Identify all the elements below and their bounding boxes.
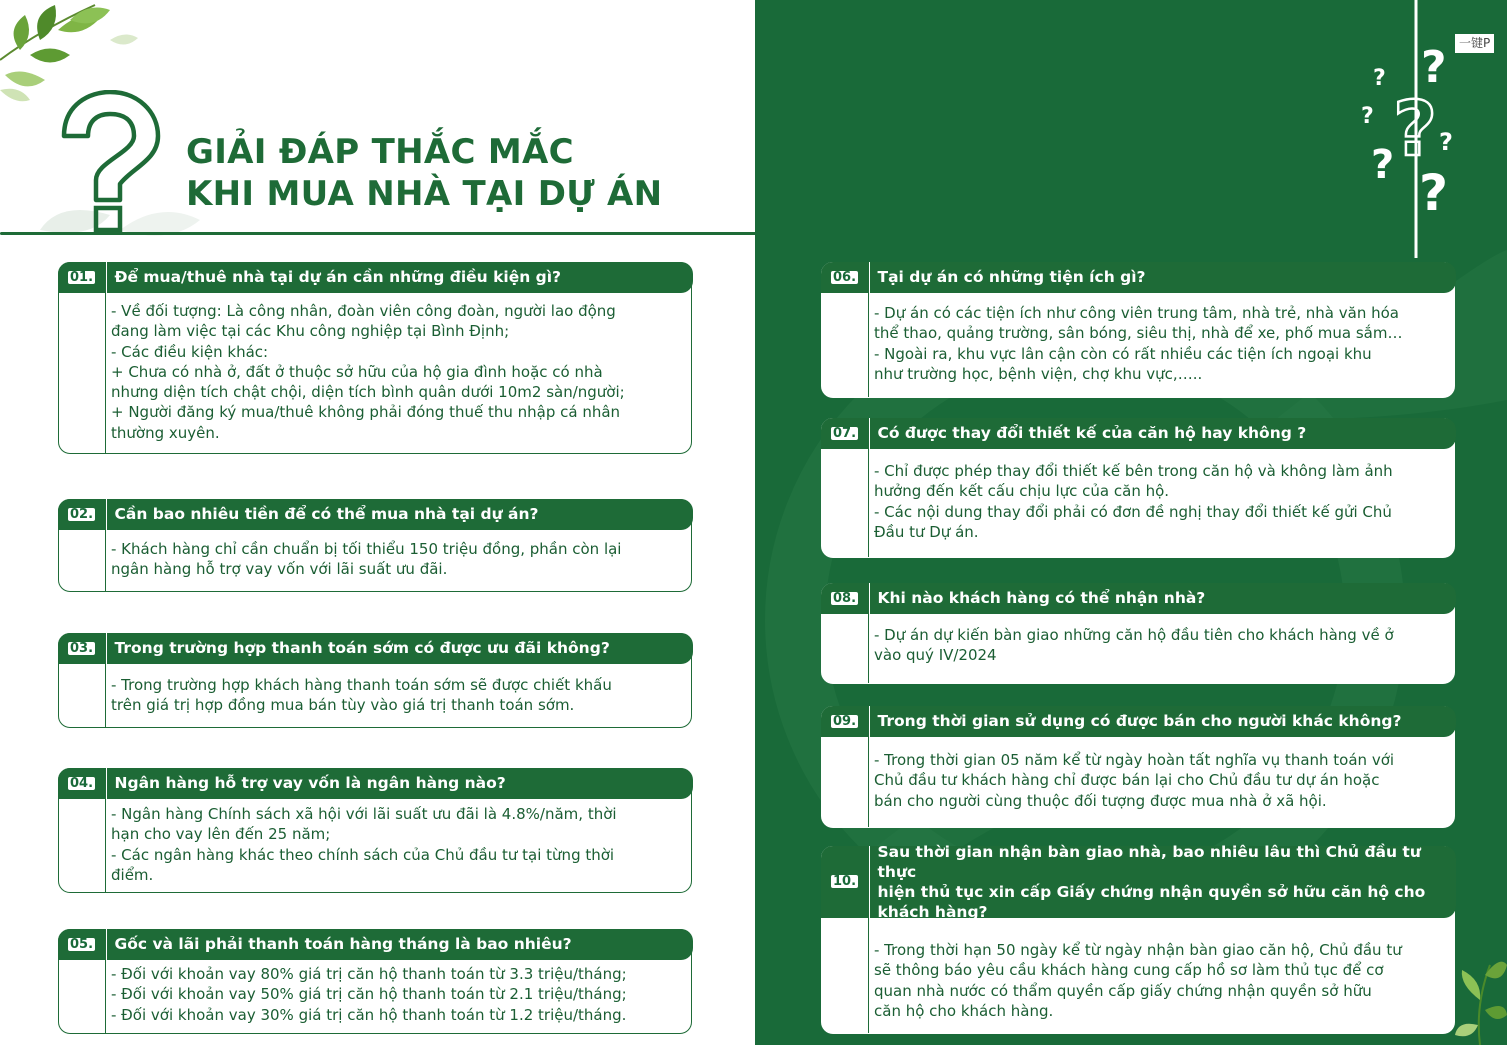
faq-answer [111, 964, 677, 1025]
faq-answer-line: - Đối với khoản vay 30% giá trị căn hộ thanh toán từ 1.2 triệu/tháng. [111, 1005, 627, 1024]
faq-item [58, 633, 692, 728]
faq-question-bar [821, 842, 1456, 921]
faq-number-label: 10. [832, 874, 857, 889]
faq-question: Trong thời gian sử dụng có được bán cho người khác không? [877, 712, 1402, 730]
faq-number [58, 929, 107, 960]
svg-text:?: ? [1371, 142, 1395, 188]
faq-number-label: 03. [69, 640, 94, 656]
faq-answer-line: nhưng diện tích chật chội, diện tích bình quân dưới 10m2 sàn/người; [111, 383, 625, 402]
faq-item [821, 583, 1455, 684]
title-line-1: GIẢI ĐÁP THẮC MẮC [186, 132, 574, 172]
faq-question: Trong trường hợp thanh toán sớm có được ưu đãi không? [114, 639, 610, 657]
faq-answer-line: - Dự án dự kiến bàn giao những căn hộ đầu tiên cho khách hàng về ở [874, 626, 1394, 644]
faq-number [58, 499, 107, 530]
faq-question-bar [821, 262, 1456, 293]
faq-answer-line: hưởng đến kết cấu chịu lực của căn hộ. [874, 482, 1170, 501]
faq-answer-line: sẽ thông báo yêu cầu khách hàng cung cấp hồ sơ làm thủ tục để cơ [874, 961, 1384, 980]
faq-question: Khi nào khách hàng có thể nhận nhà? [877, 589, 1206, 607]
faq-question-bar [58, 929, 693, 960]
faq-question-bar [58, 768, 693, 799]
faq-answer-line: Đầu tư Dự án. [874, 522, 979, 541]
faq-answer [111, 301, 677, 443]
title-divider [0, 232, 755, 235]
faq-item [821, 262, 1455, 398]
faq-number [821, 846, 870, 918]
faq-number-label: 05. [69, 936, 94, 952]
faq-number-label: 07. [832, 425, 857, 441]
faq-item [58, 262, 692, 454]
faq-answer-line: - Các ngân hàng khác theo chính sách của Chủ đầu tư tại từng thời [111, 845, 615, 864]
faq-number [821, 583, 870, 614]
faq-question: Tại dự án có những tiện ích gì? [877, 268, 1146, 286]
faq-question-bar [821, 418, 1456, 449]
faq-item [821, 842, 1455, 1034]
faq-number [58, 633, 107, 664]
faq-answer-line: - Dự án có các tiện ích như công viên trung tâm, nhà trẻ, nhà văn hóa [874, 304, 1399, 322]
faq-answer-line: trên giá trị hợp đồng mua bán tùy vào giá trị thanh toán sớm. [111, 696, 575, 715]
faq-question-line: khách hàng? [877, 902, 988, 921]
faq-number [58, 262, 107, 293]
faq-number [58, 768, 107, 799]
faq-answer-line: thể thao, quảng trường, sân bóng, siêu thị, nhà để xe, phố mua sắm… [874, 324, 1403, 343]
faq-question: Có được thay đổi thiết kế của căn hộ hay không ? [877, 424, 1307, 442]
faq-answer-line: - Chỉ được phép thay đổi thiết kế bên trong căn hộ và không làm ảnh [874, 462, 1393, 480]
faq-question: Ngân hàng hỗ trợ vay vốn là ngân hàng nào? [114, 774, 506, 792]
faq-answer-line: - Các nội dung thay đổi phải có đơn đề nghị thay đổi thiết kế gửi Chủ [874, 502, 1392, 521]
faq-answer-line: + Chưa có nhà ở, đất ở thuộc sở hữu của hộ gia đình hoặc có nhà [111, 362, 603, 381]
faq-answer [874, 461, 1440, 542]
svg-text:?: ? [1361, 104, 1374, 129]
faq-answer-line: ngân hàng hỗ trợ vay vốn với lãi suất ưu đãi. [111, 560, 448, 579]
faq-number-label: 09. [832, 713, 857, 729]
faq-answer [874, 750, 1440, 811]
faq-number-label: 08. [832, 590, 857, 606]
faq-answer-line: - Trong trường hợp khách hàng thanh toán sớm sẽ được chiết khấu [111, 676, 612, 694]
faq-number-label: 02. [69, 506, 94, 522]
faq-question [870, 842, 1456, 922]
faq-answer-line: căn hộ cho khách hàng. [874, 1001, 1054, 1020]
faq-question: Để mua/thuê nhà tại dự án cần những điều kiện gì? [114, 268, 562, 286]
faq-item [58, 499, 692, 592]
svg-text:?: ? [1393, 84, 1438, 173]
faq-answer-line: như trường học, bệnh viện, chợ khu vực,….. [874, 364, 1203, 383]
faq-answer-line: - Đối với khoản vay 50% giá trị căn hộ thanh toán từ 2.1 triệu/tháng; [111, 985, 627, 1004]
faq-item [821, 418, 1455, 558]
faq-number-label: 01. [69, 269, 94, 285]
faq-item [821, 706, 1455, 828]
faq-answer-line: điểm. [111, 865, 154, 884]
faq-item [58, 929, 692, 1034]
question-mark-icon [50, 90, 165, 235]
faq-question-bar [58, 262, 693, 293]
faq-answer-line: quan nhà nước có thẩm quyền cấp giấy chứng nhận quyền sở hữu [874, 981, 1372, 1000]
faq-answer-line: thường xuyên. [111, 423, 220, 442]
faq-answer-line: - Ngoài ra, khu vực lân cận còn có rất nhiều các tiện ích ngoại khu [874, 344, 1372, 363]
faq-answer [874, 940, 1440, 1021]
svg-text:?: ? [1373, 66, 1386, 91]
faq-answer-line: vào quý IV/2024 [874, 646, 997, 665]
faq-question-bar [58, 499, 693, 530]
faq-answer-line: - Các điều kiện khác: [111, 342, 269, 361]
faq-answer [874, 303, 1440, 384]
faq-number-label: 06. [832, 269, 857, 285]
faq-answer-line: - Đối với khoản vay 80% giá trị căn hộ thanh toán từ 3.3 triệu/tháng; [111, 965, 627, 983]
faq-answer-line: đang làm việc tại các Khu công nghiệp tại Bình Định; [111, 322, 510, 341]
faq-question-line: hiện thủ tục xin cấp Giấy chứng nhận quyền sở hữu căn hộ cho [877, 882, 1426, 901]
faq-answer-line: hạn cho vay lên đến 25 năm; [111, 825, 331, 844]
faq-answer-line: - Trong thời gian 05 năm kể từ ngày hoàn tất nghĩa vụ thanh toán với [874, 751, 1395, 769]
faq-answer [874, 625, 1440, 666]
faq-answer-line: - Về đối tượng: Là công nhân, đoàn viên công đoàn, người lao động [111, 302, 616, 320]
faq-answer-line: + Người đăng ký mua/thuê không phải đóng thuế thu nhập cá nhân [111, 403, 621, 422]
title-line-2: KHI MUA NHÀ TẠI DỰ ÁN [186, 174, 663, 214]
faq-question-line: Sau thời gian nhận bàn giao nhà, bao nhiêu lâu thì Chủ đầu tư thực [877, 842, 1421, 881]
faq-answer [111, 675, 677, 716]
faq-answer [111, 804, 677, 885]
faq-question-bar [821, 583, 1456, 614]
faq-answer-line: bán cho người cùng thuộc đối tượng được mua nhà ở xã hội. [874, 791, 1327, 810]
faq-answer-line: - Ngân hàng Chính sách xã hội với lãi suất ưu đãi là 4.8%/năm, thời [111, 805, 617, 823]
svg-text:?: ? [1419, 164, 1449, 222]
faq-number [821, 262, 870, 293]
svg-text:?: ? [1421, 42, 1447, 93]
faq-answer-line: - Trong thời hạn 50 ngày kể từ ngày nhận bàn giao căn hộ, Chủ đầu tư [874, 941, 1402, 959]
faq-question-bar [58, 633, 693, 664]
faq-question-bar [821, 706, 1456, 737]
faq-question: Cần bao nhiêu tiền để có thể mua nhà tại dự án? [114, 505, 539, 523]
faq-question: Gốc và lãi phải thanh toán hàng tháng là bao nhiêu? [114, 935, 572, 953]
faq-item [58, 768, 692, 893]
page-title [186, 131, 662, 215]
faq-number-label: 04. [69, 775, 94, 791]
corner-note: 一键P [1455, 34, 1494, 53]
faq-number [821, 706, 870, 737]
faq-answer-line: - Khách hàng chỉ cần chuẩn bị tối thiểu 150 triệu đồng, phần còn lại [111, 540, 622, 558]
svg-text:?: ? [1439, 128, 1453, 156]
faq-number [821, 418, 870, 449]
faq-answer [111, 539, 677, 580]
question-cluster-icon [1351, 0, 1471, 260]
faq-answer-line: Chủ đầu tư khách hàng chỉ được bán lại cho Chủ đầu tư dự án hoặc [874, 771, 1380, 790]
